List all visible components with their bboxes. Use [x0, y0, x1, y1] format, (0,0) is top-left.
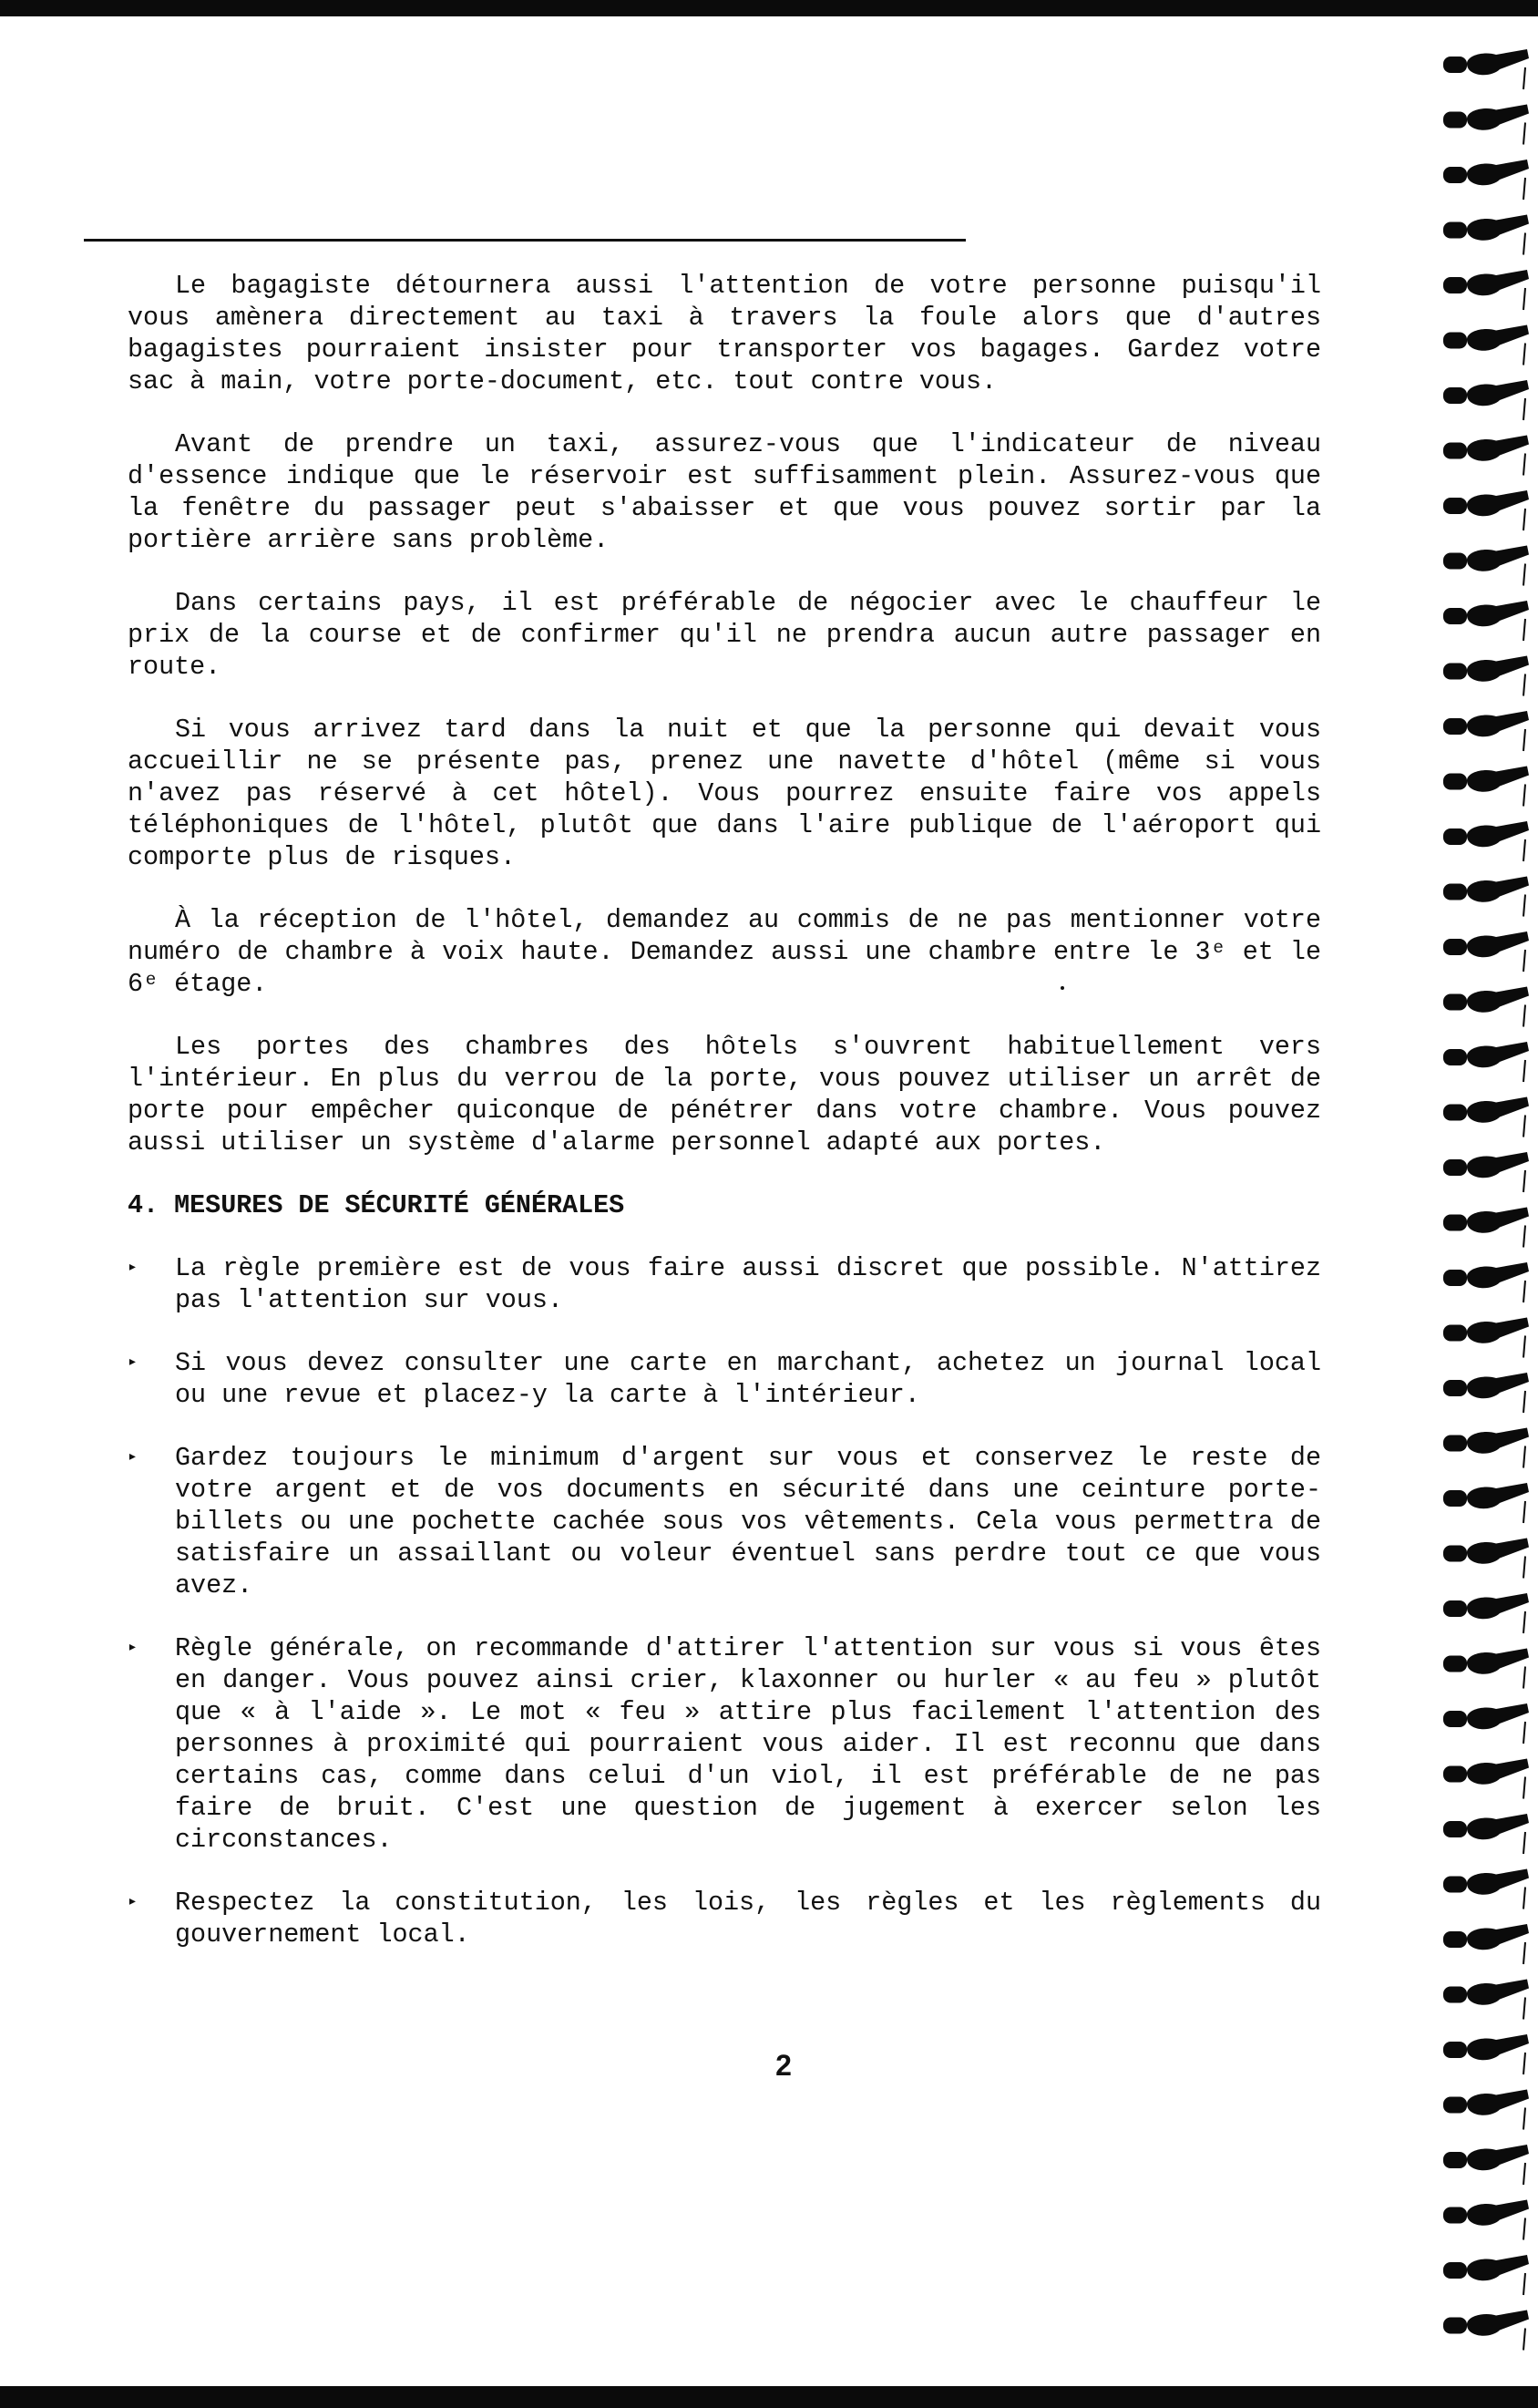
spiral-loop-icon [1443, 546, 1529, 586]
bullet-marker-icon: ▸ [128, 1259, 138, 1277]
spiral-loop-icon [1443, 49, 1529, 89]
spiral-loop-icon [1443, 987, 1529, 1027]
spiral-loop-icon [1443, 490, 1529, 530]
spiral-loop-icon [1443, 1649, 1529, 1689]
spiral-loop-icon [1443, 877, 1529, 917]
paragraph: Le bagagiste détournera aussi l'attention de votre personne puisqu'il vous amènera directement au taxi à travers la foule alors que d'autres bagagistes pourraient insister pour transporter vos bagages. Gardez votre sac à main, votre porte-document, etc. tout contre vous. [128, 271, 1338, 396]
spiral-loop-icon [1443, 1042, 1529, 1082]
spiral-loop-icon [1443, 2310, 1529, 2351]
paragraph: Dans certains pays, il est préférable de négocier avec le chauffeur le prix de la course et de confirmer qu'il ne prendra aucun autre passager en route. [128, 588, 1338, 682]
bullet-marker-icon: ▸ [128, 1353, 138, 1372]
spiral-loop-icon [1443, 270, 1529, 310]
spiral-loop-icon [1443, 1980, 1529, 2020]
paragraph: Avant de prendre un taxi, assurez-vous que l'indicateur de niveau d'essence indique que le réservoir est suffisamment plein. Assurez-vous que la fenêtre du passager peut s'abaisser et que vous pouvez sortir par la portière arrière sans problème. [128, 429, 1338, 555]
spiral-loop-icon [1443, 1208, 1529, 1248]
list-item-text: Gardez toujours le minimum d'argent sur vous et conservez le reste de votre argent et de vos documents en sécurité dans une ceinture porte-billets ou une pochette cachée sous vos vêtements. Cela vous permettra de satisfaire un assaillant ou voleur éventuel sans perdre tout ce que vous avez. [175, 1443, 1338, 1600]
spiral-loop-icon [1443, 711, 1529, 751]
spiral-loop-icon [1443, 2145, 1529, 2185]
spiral-loop-icon [1443, 2090, 1529, 2130]
spiral-loop-icon [1443, 601, 1529, 641]
bullet-marker-icon: ▸ [128, 1448, 138, 1466]
bullet-marker-icon: ▸ [128, 1893, 138, 1911]
spiral-loop-icon [1443, 105, 1529, 145]
spiral-loop-icon [1443, 160, 1529, 200]
spiral-loop-icon [1443, 1593, 1529, 1633]
spiral-loop-icon [1443, 436, 1529, 476]
spiral-loop-icon [1443, 2255, 1529, 2295]
spiral-loop-icon [1443, 1759, 1529, 1799]
document-body [128, 270, 1338, 1981]
spiral-loop-icon [1443, 2034, 1529, 2074]
list-item [128, 1252, 1338, 1316]
spiral-loop-icon [1443, 1924, 1529, 1964]
list-item-text: Règle générale, on recommande d'attirer l'attention sur vous si vous êtes en danger. Vous pouvez ainsi crier, klaxonner ou hurler « au feu » plutôt que « à l'aide ». Le mot « feu » attire plus facilement l'attention des personnes à proximité qui pourraient vous aider. Il est reconnu que dans certains cas, comme dans celui d'un viol, il est préférable de ne pas faire de bruit. C'est une question de jugement à exercer selon les circonstances. [175, 1633, 1338, 1855]
spiral-loop-icon [1443, 1538, 1529, 1579]
spiral-loop-icon [1443, 1428, 1529, 1468]
spiral-loop-icon [1443, 1262, 1529, 1302]
spiral-loop-icon [1443, 1814, 1529, 1854]
list-item [128, 1887, 1338, 1950]
spiral-loop-icon [1443, 1373, 1529, 1413]
bullet-list [128, 1252, 1338, 1950]
page-number: 2 [775, 2049, 792, 2082]
spiral-loop-icon [1443, 821, 1529, 861]
paragraph: Les portes des chambres des hôtels s'ouvrent habituellement vers l'intérieur. En plus du verrou de la porte, vous pouvez utiliser un arrêt de porte pour empêcher quiconque de pénétrer dans votre chambre. Vous pouvez aussi utiliser un système d'alarme personnel adapté aux portes. [128, 1032, 1338, 1158]
list-item-text: Si vous devez consulter une carte en marchant, achetez un journal local ou une revue et placez-y la carte à l'intérieur. [175, 1348, 1338, 1410]
list-item-text: La règle première est de vous faire aussi discret que possible. N'attirez pas l'attention sur vous. [175, 1253, 1338, 1315]
spiral-loop-icon [1443, 1483, 1529, 1523]
spiral-loop-icon [1443, 2200, 1529, 2240]
spiral-binding-icon [1440, 36, 1538, 2370]
paragraph: À la réception de l'hôtel, demandez au commis de ne pas mentionner votre numéro de chambre à voix haute. Demandez aussi une chambre entre le 3ᵉ et le 6ᵉ étage. [128, 905, 1338, 999]
scan-top-edge [0, 0, 1538, 16]
list-item-text: Respectez la constitution, les lois, les règles et les règlements du gouvernement local. [175, 1888, 1338, 1950]
spiral-loop-icon [1443, 380, 1529, 420]
spiral-loop-icon [1443, 931, 1529, 972]
spiral-loop-icon [1443, 215, 1529, 255]
scan-bottom-edge [0, 2386, 1538, 2408]
spiral-loop-icon [1443, 1152, 1529, 1192]
spiral-loop-icon [1443, 1318, 1529, 1358]
spiral-loop-icon [1443, 1097, 1529, 1137]
spiral-loop-icon [1443, 656, 1529, 696]
spiral-loop-icon [1443, 1703, 1529, 1744]
spiral-loop-icon [1443, 767, 1529, 807]
paragraph: Si vous arrivez tard dans la nuit et que la personne qui devait vous accueillir ne se présente pas, prenez une navette d'hôtel (même si vous n'avez pas réservé à cet hôtel). Vous pourrez ensuite faire vos appels téléphoniques de l'hôtel, plutôt que dans l'aire publique de l'aéroport qui comporte plus de risques. [128, 715, 1338, 872]
section-heading: 4. MESURES DE SÉCURITÉ GÉNÉRALES [128, 1190, 625, 1220]
spiral-loop-icon [1443, 1869, 1529, 1909]
speck [1061, 986, 1064, 990]
list-item [128, 1347, 1338, 1411]
header-rule [84, 239, 966, 242]
list-item [128, 1442, 1338, 1601]
spiral-loop-icon [1443, 325, 1529, 365]
list-item [128, 1632, 1338, 1856]
bullet-marker-icon: ▸ [128, 1639, 138, 1657]
